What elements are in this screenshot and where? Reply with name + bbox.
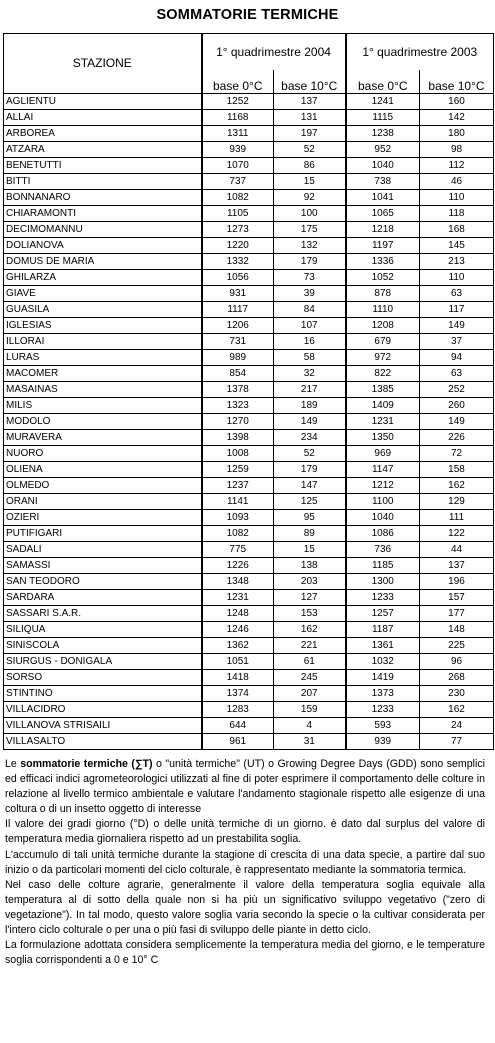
base0-2004-value: 854 xyxy=(202,366,274,382)
base10-2003-value: 213 xyxy=(420,254,494,270)
station-name: OLIENA xyxy=(4,462,202,478)
base0-2004-value: 1283 xyxy=(202,702,274,718)
base10-2003-value: 117 xyxy=(420,302,494,318)
station-name: ATZARA xyxy=(4,142,202,158)
table-row xyxy=(4,350,494,366)
base0-2004-value: 1270 xyxy=(202,414,274,430)
station-name: MASAINAS xyxy=(4,382,202,398)
base0-2003-value: 1218 xyxy=(346,222,420,238)
base0-2003-value: 736 xyxy=(346,542,420,558)
station-name: LURAS xyxy=(4,350,202,366)
base0-2004-value: 1105 xyxy=(202,206,274,222)
base10-2004-value: 153 xyxy=(274,606,346,622)
station-name: BENETUTTI xyxy=(4,158,202,174)
base10-2003-value: 226 xyxy=(420,430,494,446)
table-row xyxy=(4,478,494,494)
base10-2004-value: 179 xyxy=(274,462,346,478)
base0-2003-value: 738 xyxy=(346,174,420,190)
base0-2003-value: 1040 xyxy=(346,510,420,526)
base10-2004-value: 52 xyxy=(274,446,346,462)
base10-2004-value: 189 xyxy=(274,398,346,414)
base10-2004-value: 217 xyxy=(274,382,346,398)
base0-2003-value: 1361 xyxy=(346,638,420,654)
base10-2003-value: 142 xyxy=(420,110,494,126)
p1-symbol: (∑T) xyxy=(127,758,153,770)
base0-2004-value: 1051 xyxy=(202,654,274,670)
table-row xyxy=(4,174,494,190)
base0-2003-value: 1233 xyxy=(346,702,420,718)
station-name: DOLIANOVA xyxy=(4,238,202,254)
base0-2004-value: 1220 xyxy=(202,238,274,254)
base10-2004-value: 125 xyxy=(274,494,346,510)
base10-2003-value: 260 xyxy=(420,398,494,414)
base10-2004-value: 207 xyxy=(274,686,346,702)
base0-2004-value: 1362 xyxy=(202,638,274,654)
base10-2004-value: 32 xyxy=(274,366,346,382)
base10-2003-value: 252 xyxy=(420,382,494,398)
base0-2003-value: 1086 xyxy=(346,526,420,542)
base0-2003-value: 1300 xyxy=(346,574,420,590)
base0-2003-value: 1336 xyxy=(346,254,420,270)
base0-2003-value: 1065 xyxy=(346,206,420,222)
base10-2003-header: base 10°C xyxy=(420,70,494,94)
table-row xyxy=(4,718,494,734)
base10-2004-value: 221 xyxy=(274,638,346,654)
base10-2004-value: 100 xyxy=(274,206,346,222)
base10-2004-value: 31 xyxy=(274,734,346,750)
base0-2004-value: 961 xyxy=(202,734,274,750)
base0-2003-value: 1233 xyxy=(346,590,420,606)
table-row xyxy=(4,190,494,206)
base10-2003-value: 98 xyxy=(420,142,494,158)
station-name: ALLAI xyxy=(4,110,202,126)
table-row xyxy=(4,558,494,574)
base0-2003-value: 972 xyxy=(346,350,420,366)
p1-bold-term: sommatorie termiche xyxy=(20,758,128,770)
base10-2003-value: 112 xyxy=(420,158,494,174)
base0-2003-value: 1231 xyxy=(346,414,420,430)
base10-2004-value: 84 xyxy=(274,302,346,318)
base0-2004-value: 1252 xyxy=(202,94,274,110)
station-name: MODOLO xyxy=(4,414,202,430)
station-name: MURAVERA xyxy=(4,430,202,446)
base0-2004-value: 1093 xyxy=(202,510,274,526)
base10-2003-value: 37 xyxy=(420,334,494,350)
paragraph-2: Il valore dei gradi giorno (°D) o delle unità termiche di un giorno. è dato dal surplus del valore di temperatura media giornaliera rispetto ad un prestabilita soglia. xyxy=(5,818,485,846)
table-row xyxy=(4,622,494,638)
base0-2003-value: 1257 xyxy=(346,606,420,622)
base10-2004-value: 73 xyxy=(274,270,346,286)
base0-2004-value: 1141 xyxy=(202,494,274,510)
table-row xyxy=(4,510,494,526)
table-row xyxy=(4,382,494,398)
table-row xyxy=(4,270,494,286)
base0-2003-value: 1187 xyxy=(346,622,420,638)
station-name: VILLASALTO xyxy=(4,734,202,750)
base10-2004-value: 147 xyxy=(274,478,346,494)
table-row xyxy=(4,110,494,126)
base10-2004-value: 138 xyxy=(274,558,346,574)
base0-2003-value: 1052 xyxy=(346,270,420,286)
base0-2004-value: 737 xyxy=(202,174,274,190)
base0-2004-value: 1246 xyxy=(202,622,274,638)
station-name: GUASILA xyxy=(4,302,202,318)
table-row xyxy=(4,670,494,686)
header-row-periods xyxy=(4,34,494,71)
base10-2003-value: 44 xyxy=(420,542,494,558)
table-row xyxy=(4,302,494,318)
base10-2004-value: 58 xyxy=(274,350,346,366)
paragraph-1 xyxy=(5,757,485,817)
table-row xyxy=(4,126,494,142)
station-name: SAN TEODORO xyxy=(4,574,202,590)
base10-2003-value: 94 xyxy=(420,350,494,366)
base10-2003-value: 162 xyxy=(420,478,494,494)
base10-2003-value: 96 xyxy=(420,654,494,670)
base10-2004-value: 89 xyxy=(274,526,346,542)
base10-2003-value: 268 xyxy=(420,670,494,686)
base0-2003-value: 1350 xyxy=(346,430,420,446)
base0-2003-value: 593 xyxy=(346,718,420,734)
table-row xyxy=(4,398,494,414)
station-name: SADALI xyxy=(4,542,202,558)
base10-2003-value: 110 xyxy=(420,190,494,206)
table-row xyxy=(4,414,494,430)
table-row xyxy=(4,222,494,238)
base10-2004-value: 92 xyxy=(274,190,346,206)
station-name: DOMUS DE MARIA xyxy=(4,254,202,270)
station-name: BONNANARO xyxy=(4,190,202,206)
base10-2003-value: 137 xyxy=(420,558,494,574)
base10-2004-value: 159 xyxy=(274,702,346,718)
base10-2004-value: 197 xyxy=(274,126,346,142)
station-name: MACOMER xyxy=(4,366,202,382)
station-name: OLMEDO xyxy=(4,478,202,494)
base10-2004-value: 179 xyxy=(274,254,346,270)
station-name: STINTINO xyxy=(4,686,202,702)
base10-2003-value: 158 xyxy=(420,462,494,478)
base0-2004-value: 1332 xyxy=(202,254,274,270)
base10-2003-value: 225 xyxy=(420,638,494,654)
base0-2003-value: 878 xyxy=(346,286,420,302)
base10-2004-value: 15 xyxy=(274,542,346,558)
paragraph-4: Nel caso delle colture agrarie, generalmente il valore della temperatura soglia equivale alla temperatura al di sotto della quale non si ha più un significativo sviluppo vegetativo ("zero di vegetazione"). In tal modo, questo valore soglia varia secondo la specie o la cultivar considerata per l'intero ciclo colturale o per una o più fasi di sviluppo delle piante in detto ciclo. xyxy=(5,878,485,937)
table-row xyxy=(4,702,494,718)
base10-2003-value: 196 xyxy=(420,574,494,590)
base0-2004-value: 1082 xyxy=(202,190,274,206)
table-row xyxy=(4,606,494,622)
table-row xyxy=(4,206,494,222)
base0-2004-value: 1226 xyxy=(202,558,274,574)
base10-2004-value: 137 xyxy=(274,94,346,110)
base10-2003-value: 63 xyxy=(420,366,494,382)
base0-2004-value: 1008 xyxy=(202,446,274,462)
base0-2003-value: 1100 xyxy=(346,494,420,510)
table-row xyxy=(4,254,494,270)
station-name: AGLIENTU xyxy=(4,94,202,110)
base0-2003-value: 1385 xyxy=(346,382,420,398)
period-2003-header: 1° quadrimestre 2003 xyxy=(346,34,494,71)
base0-2004-value: 731 xyxy=(202,334,274,350)
base10-2003-value: 160 xyxy=(420,94,494,110)
base0-2003-value: 1110 xyxy=(346,302,420,318)
table-row xyxy=(4,94,494,110)
base0-2003-value: 1419 xyxy=(346,670,420,686)
base0-2003-value: 1115 xyxy=(346,110,420,126)
table-row xyxy=(4,318,494,334)
base10-2003-value: 129 xyxy=(420,494,494,510)
table-row xyxy=(4,734,494,750)
base0-2003-value: 1032 xyxy=(346,654,420,670)
station-name: DECIMOMANNU xyxy=(4,222,202,238)
base10-2004-value: 61 xyxy=(274,654,346,670)
thermal-sums-table xyxy=(3,33,494,750)
paragraph-3: L'accumulo di tali unità termiche durante la stagione di crescita di una data specie, a partire dal suo inizio o da particolari momenti del ciclo colturale, è rappresentato mediante la sommatoria termica. xyxy=(5,848,485,876)
base10-2003-value: 24 xyxy=(420,718,494,734)
base0-2003-value: 1409 xyxy=(346,398,420,414)
base0-2004-value: 1206 xyxy=(202,318,274,334)
base0-2003-value: 952 xyxy=(346,142,420,158)
base0-2004-value: 931 xyxy=(202,286,274,302)
table-row xyxy=(4,334,494,350)
station-name: GHILARZA xyxy=(4,270,202,286)
base0-2004-value: 939 xyxy=(202,142,274,158)
base0-2003-value: 1147 xyxy=(346,462,420,478)
base10-2003-value: 122 xyxy=(420,526,494,542)
base10-2004-value: 127 xyxy=(274,590,346,606)
description-text xyxy=(5,757,485,968)
base10-2003-value: 118 xyxy=(420,206,494,222)
table-row xyxy=(4,638,494,654)
base0-2004-value: 644 xyxy=(202,718,274,734)
table-row xyxy=(4,158,494,174)
table-row xyxy=(4,654,494,670)
station-name: GIAVE xyxy=(4,286,202,302)
station-name: SAMASSI xyxy=(4,558,202,574)
station-name: SORSO xyxy=(4,670,202,686)
base10-2003-value: 180 xyxy=(420,126,494,142)
base10-2004-value: 149 xyxy=(274,414,346,430)
base0-2003-value: 1197 xyxy=(346,238,420,254)
table-row xyxy=(4,238,494,254)
base10-2003-value: 149 xyxy=(420,318,494,334)
base0-2003-value: 939 xyxy=(346,734,420,750)
base10-2004-value: 107 xyxy=(274,318,346,334)
base10-2003-value: 230 xyxy=(420,686,494,702)
station-name: NUORO xyxy=(4,446,202,462)
p1-lead: Le xyxy=(5,758,21,770)
base0-2004-value: 1231 xyxy=(202,590,274,606)
base10-2004-value: 15 xyxy=(274,174,346,190)
base0-2004-value: 1248 xyxy=(202,606,274,622)
base10-2004-header: base 10°C xyxy=(274,70,346,94)
base10-2003-value: 168 xyxy=(420,222,494,238)
base10-2003-value: 157 xyxy=(420,590,494,606)
station-name: ARBOREA xyxy=(4,126,202,142)
table-row xyxy=(4,366,494,382)
base0-2004-value: 1273 xyxy=(202,222,274,238)
base0-2003-value: 1041 xyxy=(346,190,420,206)
base10-2004-value: 4 xyxy=(274,718,346,734)
base0-2003-value: 1241 xyxy=(346,94,420,110)
station-name: BITTI xyxy=(4,174,202,190)
base0-2004-value: 1374 xyxy=(202,686,274,702)
base0-2003-value: 1212 xyxy=(346,478,420,494)
p1-rest: o "unità termiche" (UT) o Growing Degree Days (GDD) sono semplici ed efficaci indici agrometeorologici utilizzati al fine di poter esprimere il comportamento delle colture in relazione al livello termico ambientale e valutare l'andamento stagionale rispetto alle esigenze di una coltura o di un insetto oggetto di interesse xyxy=(5,758,485,816)
base0-2004-value: 1168 xyxy=(202,110,274,126)
base0-2003-value: 1208 xyxy=(346,318,420,334)
base10-2004-value: 203 xyxy=(274,574,346,590)
table-row xyxy=(4,574,494,590)
station-name: ILLORAI xyxy=(4,334,202,350)
base10-2003-value: 63 xyxy=(420,286,494,302)
base0-2004-value: 1259 xyxy=(202,462,274,478)
table-row xyxy=(4,542,494,558)
base10-2003-value: 77 xyxy=(420,734,494,750)
station-name: SILIQUA xyxy=(4,622,202,638)
table-row xyxy=(4,526,494,542)
base0-2004-value: 1418 xyxy=(202,670,274,686)
station-name: VILLACIDRO xyxy=(4,702,202,718)
station-name: MILIS xyxy=(4,398,202,414)
station-name: PUTIFIGARI xyxy=(4,526,202,542)
base10-2004-value: 52 xyxy=(274,142,346,158)
base0-2003-value: 1185 xyxy=(346,558,420,574)
table-row xyxy=(4,494,494,510)
paragraph-5: La formulazione adottata considera semplicemente la temperatura media del giorno, e le temperature soglia corrispondenti a 0 e 10° C xyxy=(5,939,485,967)
base0-2004-value: 775 xyxy=(202,542,274,558)
base0-2003-value: 1040 xyxy=(346,158,420,174)
base0-2004-value: 1323 xyxy=(202,398,274,414)
base10-2004-value: 86 xyxy=(274,158,346,174)
base10-2004-value: 234 xyxy=(274,430,346,446)
table-row xyxy=(4,686,494,702)
base10-2004-value: 175 xyxy=(274,222,346,238)
base0-2003-value: 1373 xyxy=(346,686,420,702)
table-body xyxy=(4,94,494,750)
base0-2003-value: 822 xyxy=(346,366,420,382)
station-name: CHIARAMONTI xyxy=(4,206,202,222)
station-name: SASSARI S.A.R. xyxy=(4,606,202,622)
base0-2003-value: 969 xyxy=(346,446,420,462)
base10-2004-value: 245 xyxy=(274,670,346,686)
station-name: IGLESIAS xyxy=(4,318,202,334)
base10-2003-value: 145 xyxy=(420,238,494,254)
base0-2004-value: 989 xyxy=(202,350,274,366)
base10-2003-value: 110 xyxy=(420,270,494,286)
table-row xyxy=(4,142,494,158)
base0-2003-value: 679 xyxy=(346,334,420,350)
table-row xyxy=(4,430,494,446)
base10-2003-value: 111 xyxy=(420,510,494,526)
base10-2004-value: 16 xyxy=(274,334,346,350)
table-row xyxy=(4,590,494,606)
period-2004-header: 1° quadrimestre 2004 xyxy=(202,34,346,71)
base0-2004-value: 1117 xyxy=(202,302,274,318)
base0-2004-value: 1070 xyxy=(202,158,274,174)
base0-2004-value: 1056 xyxy=(202,270,274,286)
base0-2004-value: 1348 xyxy=(202,574,274,590)
base0-2004-value: 1237 xyxy=(202,478,274,494)
station-name: VILLANOVA STRISAILI xyxy=(4,718,202,734)
base10-2003-value: 46 xyxy=(420,174,494,190)
base0-2004-value: 1398 xyxy=(202,430,274,446)
base10-2003-value: 177 xyxy=(420,606,494,622)
station-name: OZIERI xyxy=(4,510,202,526)
base10-2004-value: 162 xyxy=(274,622,346,638)
table-row xyxy=(4,286,494,302)
base0-2004-value: 1082 xyxy=(202,526,274,542)
station-name: SINISCOLA xyxy=(4,638,202,654)
base10-2003-value: 162 xyxy=(420,702,494,718)
base10-2004-value: 95 xyxy=(274,510,346,526)
station-name: SARDARA xyxy=(4,590,202,606)
base0-2003-header: base 0°C xyxy=(346,70,420,94)
table-wrapper xyxy=(3,33,493,750)
base10-2004-value: 39 xyxy=(274,286,346,302)
base10-2004-value: 132 xyxy=(274,238,346,254)
base0-2004-value: 1378 xyxy=(202,382,274,398)
base10-2003-value: 148 xyxy=(420,622,494,638)
base10-2004-value: 131 xyxy=(274,110,346,126)
base0-2004-value: 1311 xyxy=(202,126,274,142)
page-title: SOMMATORIE TERMICHE xyxy=(156,7,339,23)
base10-2003-value: 72 xyxy=(420,446,494,462)
base0-2004-header: base 0°C xyxy=(202,70,274,94)
table-row xyxy=(4,446,494,462)
base0-2003-value: 1238 xyxy=(346,126,420,142)
station-name: ORANI xyxy=(4,494,202,510)
table-row xyxy=(4,462,494,478)
base10-2003-value: 149 xyxy=(420,414,494,430)
station-name: SIURGUS - DONIGALA xyxy=(4,654,202,670)
station-header: STAZIONE xyxy=(4,34,202,94)
